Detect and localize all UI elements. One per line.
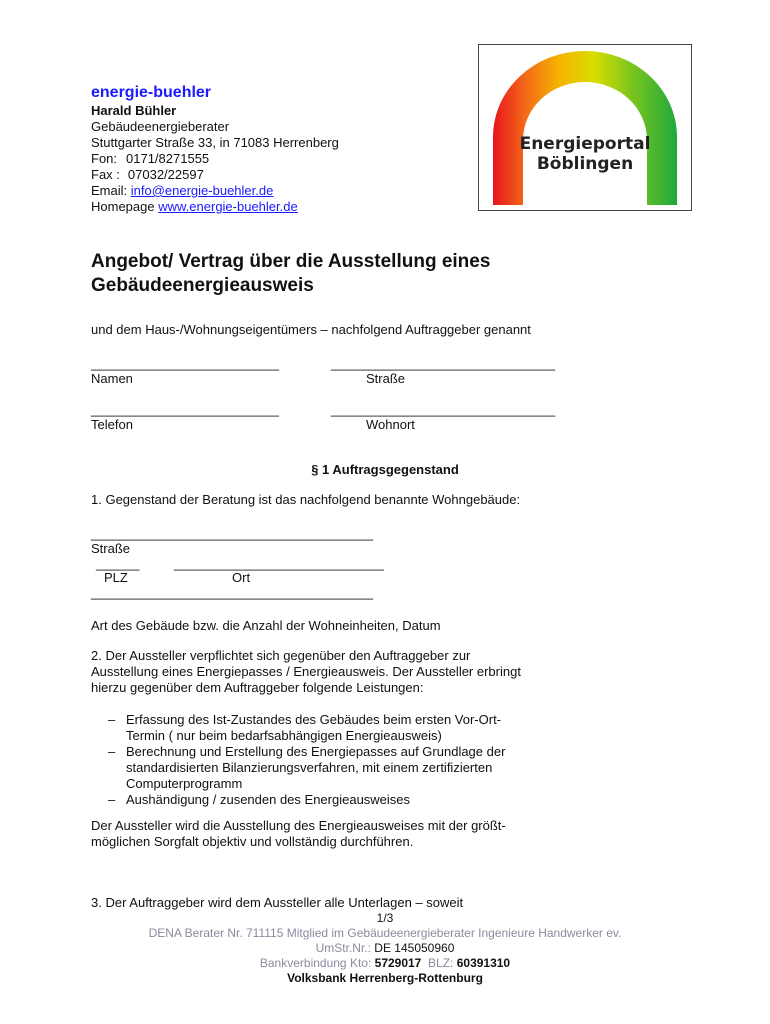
list-item-line: Computerprogramm: [126, 776, 243, 791]
tax-value: DE 145050960: [374, 941, 455, 955]
blz-value: 60391310: [456, 956, 511, 970]
footer-bank: [0, 956, 770, 971]
list-item: [108, 712, 578, 744]
plz-rule: ______: [96, 556, 140, 571]
dash-bullet: –: [108, 792, 116, 807]
ort-rule: _____________________________: [174, 556, 384, 571]
name-rule: __________________________: [91, 356, 279, 371]
email-link[interactable]: info@energie-buehler.de: [130, 183, 274, 198]
contact-fon: [91, 151, 339, 167]
contact-homepage: [91, 199, 339, 215]
fax-label: Fax :: [91, 167, 120, 182]
blz-label: BLZ:: [428, 956, 454, 970]
fon-value: 0171/8271555: [126, 151, 210, 166]
logo-line2: Böblingen: [536, 154, 634, 174]
energieportal-logo: [478, 44, 692, 211]
brand-name: energie-buehler: [91, 84, 212, 101]
building-type-label: Art des Gebäude bzw. die Anzahl der Wohneinheiten, Datum: [91, 618, 441, 633]
title-line2: Gebäudeenergieausweis: [91, 275, 314, 296]
footer-membership: DENA Berater Nr. 711115 Mitglied im Gebäudeenergieberater Ingenieure Handwerker ev.: [148, 926, 622, 940]
dash-bullet: –: [108, 744, 116, 759]
bank-label: Bankverbindung Kto:: [259, 956, 372, 970]
title-line1: Angebot/ Vertrag über die Ausstellung eines: [91, 251, 491, 272]
name-label: Namen: [91, 371, 133, 386]
care-line: möglichen Sorgfalt objektiv und vollständig durchführen.: [91, 834, 414, 849]
contact-fax: [91, 167, 339, 183]
page-number: [0, 911, 770, 926]
contact-role: Gebäudeenergieberater: [91, 119, 230, 134]
logo-line1: Energieportal: [519, 134, 651, 154]
email-label: Email:: [91, 183, 128, 198]
building-street-label: Straße: [91, 541, 131, 556]
item3-text: 3. Der Auftraggeber wird dem Aussteller alle Unterlagen – soweit: [91, 895, 464, 910]
care-line: Der Aussteller wird die Ausstellung des Energieausweises mit der größt-: [91, 818, 506, 833]
city-label: Wohnort: [366, 417, 415, 432]
plz-label: PLZ: [104, 570, 128, 585]
building-type-rule: _______________________________________: [91, 585, 373, 600]
dash-bullet: –: [108, 712, 116, 727]
tax-label: UmStr.Nr.:: [315, 941, 371, 955]
street-label: Straße: [366, 371, 406, 386]
document-title: [91, 250, 490, 298]
fon-label: Fon:: [91, 151, 118, 166]
list-item-line: Erfassung des Ist-Zustandes des Gebäudes beim ersten Vor-Ort-: [126, 712, 502, 727]
intro-text: und dem Haus-/Wohnungseigentümers – nachfolgend Auftraggeber genannt: [91, 322, 531, 337]
item2-line: Ausstellung eines Energiepasses / Energieausweis. Der Aussteller erbringt: [91, 664, 521, 679]
street-rule: _______________________________: [331, 356, 556, 371]
building-street-rule: _______________________________________: [91, 526, 373, 541]
list-item-line: Berechnung und Erstellung des Energiepasses auf Grundlage der: [126, 744, 506, 759]
phone-rule: __________________________: [91, 402, 279, 417]
services-list: [108, 712, 578, 808]
list-item-line: Termin ( nur beim bedarfsabhängigen Energieausweis): [126, 728, 442, 743]
phone-label: Telefon: [91, 417, 133, 432]
item2-text: [91, 648, 591, 696]
list-item-line: Aushändigung / zusenden des Energieausweises: [126, 792, 411, 807]
item1-text: 1. Gegenstand der Beratung ist das nachfolgend benannte Wohngebäude:: [91, 492, 521, 507]
footer-tax: [0, 941, 770, 956]
section-heading: § 1 Auftragsgegenstand: [311, 462, 459, 477]
list-item-line: standardisierten Bilanzierungsverfahren, mit einem zertifizierten: [126, 760, 493, 775]
footer-bank-name: [0, 971, 770, 986]
contact-name: Harald Bühler: [91, 103, 177, 118]
contact-email: [91, 183, 339, 199]
fax-value: 07032/22597: [127, 167, 204, 182]
contact-block: [91, 103, 339, 215]
account-number: 5729017: [374, 956, 422, 970]
care-text: [91, 818, 591, 850]
city-rule: _______________________________: [331, 402, 556, 417]
ort-label: Ort: [232, 570, 251, 585]
list-item: [108, 792, 578, 808]
homepage-link[interactable]: www.energie-buehler.de: [158, 199, 298, 214]
item2-line: 2. Der Aussteller verpflichtet sich gegenüber den Auftraggeber zur: [91, 648, 471, 663]
list-item: [108, 744, 578, 792]
homepage-label: Homepage: [91, 199, 155, 214]
contact-address: Stuttgarter Straße 33, in 71083 Herrenberg: [91, 135, 339, 150]
rainbow-arch-icon: [479, 45, 691, 210]
item2-line: hierzu gegenüber dem Auftraggeber folgende Leistungen:: [91, 680, 424, 695]
page-number-text: 1/3: [376, 911, 394, 925]
bank-name: Volksbank Herrenberg-Rottenburg: [287, 971, 483, 985]
